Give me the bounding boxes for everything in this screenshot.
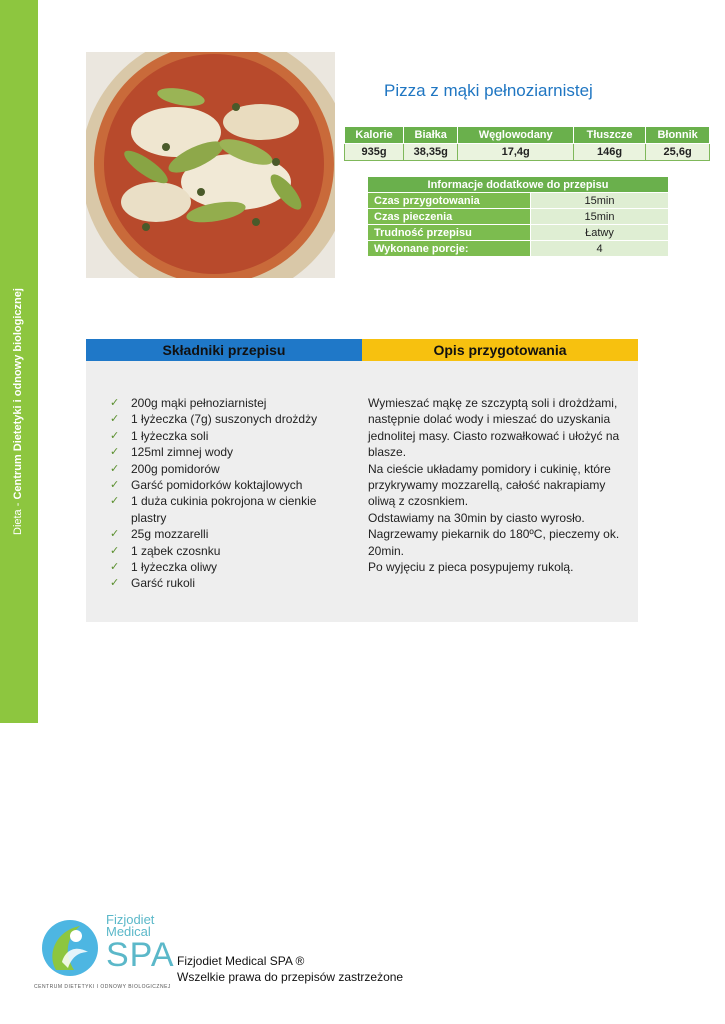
logo-subtitle: CENTRUM DIETETYKI I ODNOWY BIOLOGICZNEJ <box>34 984 171 990</box>
check-icon: ✓ <box>110 544 120 557</box>
check-icon: ✓ <box>110 561 120 574</box>
nutrition-header-cell: Białka <box>404 127 458 144</box>
pizza-photo <box>86 52 335 278</box>
pizza-image <box>86 52 335 278</box>
recipe-panel <box>86 339 638 622</box>
check-icon: ✓ <box>110 462 120 475</box>
footer <box>177 953 403 985</box>
description-paragraph: Wymieszać mąkę ze szczyptą soli i drożdżami, następnie dolać wody i mieszać do uzyskania jednolitej masy. Ciasto rozwałkować i ułożyć na blasze. <box>368 396 620 460</box>
nutrition-header-cell: Tłuszcze <box>573 127 645 144</box>
nutrition-table <box>344 126 710 161</box>
ingredient-item <box>108 493 338 526</box>
info-label: Czas przygotowania <box>368 193 531 209</box>
nutrition-value-cell: 935g <box>345 144 404 161</box>
ingredient-text: 1 łyżeczka oliwy <box>131 560 218 575</box>
logo-mark-icon <box>36 912 106 982</box>
ingredient-item <box>108 526 338 542</box>
ingredient-item <box>108 428 338 444</box>
check-icon: ✓ <box>110 577 120 590</box>
ingredient-item <box>108 444 338 460</box>
footer-company: Fizjodiet Medical SPA ® <box>177 954 305 968</box>
recipe-title: Pizza z mąki pełnoziarnistej <box>384 81 593 100</box>
description-heading: Opis przygotowania <box>362 339 638 361</box>
ingredient-text: 1 łyżeczka soli <box>131 428 209 443</box>
description-paragraph: Odstawiamy na 30min by ciasto wyrosło. <box>368 510 585 525</box>
info-row <box>368 209 669 225</box>
nutrition-value-cell: 38,35g <box>404 144 458 161</box>
ingredient-item <box>108 559 338 575</box>
info-header-row <box>368 177 669 193</box>
info-value: Łatwy <box>531 225 669 241</box>
check-icon: ✓ <box>110 479 120 492</box>
nutrition-value-cell: 17,4g <box>458 144 574 161</box>
ingredient-text: Garść pomidorków koktajlowych <box>131 478 303 493</box>
ingredient-item <box>108 411 338 427</box>
check-icon: ✓ <box>110 397 120 409</box>
info-label: Czas pieczenia <box>368 209 531 225</box>
company-logo <box>34 912 175 994</box>
nutrition-value-row <box>345 144 710 161</box>
info-value: 4 <box>531 241 669 257</box>
nutrition-header-row <box>345 127 710 144</box>
ingredients-heading: Składniki przepisu <box>86 339 362 361</box>
check-icon: ✓ <box>110 495 120 508</box>
ingredient-text: 25g mozzarelli <box>131 527 209 542</box>
ingredient-text: Garść rukoli <box>131 576 196 591</box>
check-icon: ✓ <box>110 446 120 459</box>
info-header: Informacje dodatkowe do przepisu <box>368 177 669 193</box>
info-row <box>368 225 669 241</box>
info-row <box>368 241 669 257</box>
ingredient-text: 1 duża cukinia pokrojona w cienkie plastry <box>131 494 317 525</box>
logo-text-fizjodiet: Fizjodiet <box>106 912 155 927</box>
nutrition-header-cell: Węglowodany <box>458 127 574 144</box>
nutrition-header-cell: Kalorie <box>345 127 404 144</box>
description-paragraph: Po wyjęciu z pieca posypujemy rukolą. <box>368 560 574 575</box>
ingredient-item <box>108 543 338 559</box>
nutrition-value-cell: 25,6g <box>646 144 710 161</box>
info-value: 15min <box>531 209 669 225</box>
ingredients-list <box>108 395 338 592</box>
ingredient-item <box>108 477 338 493</box>
info-row <box>368 193 669 209</box>
footer-rights: Wszelkie prawa do przepisów zastrzeżone <box>177 970 404 984</box>
logo-text-spa: SPA <box>106 936 175 974</box>
ingredient-text: 200g pomidorów <box>131 461 220 476</box>
sidebar-org: Centrum Dietetyki i odnowy biologicznej <box>12 288 24 500</box>
description-paragraph: Na cieście układamy pomidory i cukinię, które przykrywamy mozzarellą, całość nakrapiamy oliwą z czosnkiem. <box>368 461 611 509</box>
ingredient-item <box>108 395 338 411</box>
description-text <box>368 395 633 575</box>
info-label: Wykonane porcje: <box>368 241 531 257</box>
check-icon: ✓ <box>110 429 120 442</box>
description-paragraph: Nagrzewamy piekarnik do 180ºC, pieczemy ok. 20min. <box>368 527 620 558</box>
ingredient-text: 125ml zimnej wody <box>131 445 234 460</box>
info-table <box>367 176 669 257</box>
check-icon: ✓ <box>110 528 120 541</box>
logo-text-medical: Medical <box>106 924 151 939</box>
ingredient-item <box>108 575 338 591</box>
check-icon: ✓ <box>110 413 120 426</box>
info-label: Trudność przepisu <box>368 225 531 241</box>
info-value: 15min <box>531 193 669 209</box>
sidebar-prefix: Dieta - <box>12 499 24 535</box>
nutrition-header-cell: Błonnik <box>646 127 710 144</box>
nutrition-value-cell: 146g <box>573 144 645 161</box>
ingredient-text: 200g mąki pełnoziarnistej <box>131 396 267 410</box>
sidebar-vertical-text <box>12 288 24 535</box>
ingredient-text: 1 łyżeczka (7g) suszonych drożdży <box>131 412 318 427</box>
ingredient-text: 1 ząbek czosnku <box>131 543 221 558</box>
ingredient-item <box>108 461 338 477</box>
